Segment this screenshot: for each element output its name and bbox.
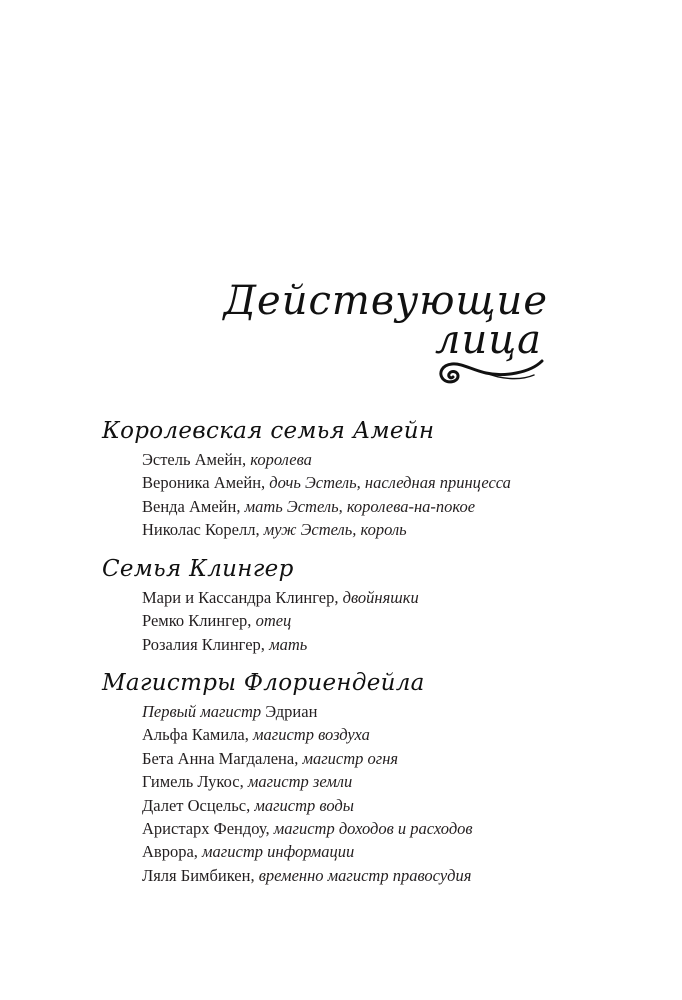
character-name: Эстель Амейн, bbox=[142, 450, 251, 469]
character-name: Эдриан bbox=[261, 702, 318, 721]
character-role: муж Эстель, король bbox=[263, 520, 407, 540]
character-name: Аврора, bbox=[142, 842, 203, 862]
page-title bbox=[223, 278, 548, 363]
list-item bbox=[142, 448, 582, 471]
character-role: королева bbox=[250, 450, 312, 469]
character-role: отец bbox=[255, 611, 292, 631]
list-item bbox=[142, 495, 582, 518]
section-heading: Магистры Флориендейла bbox=[102, 670, 425, 696]
character-name: Аристарх Фендоу, bbox=[142, 819, 274, 839]
character-role: магистр огня bbox=[302, 748, 399, 768]
list-item bbox=[142, 471, 582, 494]
list-item bbox=[142, 723, 582, 746]
character-role: мать Эстель, королева-на-покое bbox=[244, 496, 476, 516]
list-item bbox=[142, 518, 582, 541]
character-role: магистр земли bbox=[247, 772, 353, 792]
section-heading: Семья Клингер bbox=[102, 556, 294, 582]
list-item bbox=[142, 770, 582, 793]
list-item bbox=[142, 586, 582, 609]
character-name: Далет Осцельс, bbox=[142, 795, 255, 815]
character-name: Розалия Клингер, bbox=[142, 634, 270, 654]
title-line-2: лица bbox=[435, 317, 542, 363]
character-name: Мари и Кассандра Клингер, bbox=[142, 588, 343, 607]
list-item bbox=[142, 700, 582, 723]
character-role: мать bbox=[269, 634, 308, 654]
section-magisters bbox=[102, 668, 582, 887]
character-role: дочь Эстель, наследная принцесса bbox=[269, 473, 511, 493]
character-name: Ляля Бимбикен, bbox=[142, 865, 259, 885]
character-name: Венда Амейн, bbox=[142, 496, 245, 516]
character-name: Гимель Лукос, bbox=[142, 772, 248, 792]
character-role: двойняшки bbox=[342, 588, 419, 607]
title-line-1: Действующие bbox=[223, 278, 548, 324]
list-item bbox=[142, 747, 582, 770]
character-name: Вероника Амейн, bbox=[142, 473, 270, 493]
section-heading: Королевская семья Амейн bbox=[102, 418, 435, 444]
list-item bbox=[142, 840, 582, 863]
character-role: Первый магистр bbox=[142, 702, 262, 721]
character-name: Бета Анна Магдалена, bbox=[142, 748, 303, 768]
character-name: Альфа Камила, bbox=[142, 725, 254, 745]
character-role: магистр воздуха bbox=[253, 725, 370, 745]
character-role: временно магистр правосудия bbox=[258, 865, 472, 885]
character-role: магистр воды bbox=[254, 795, 354, 815]
section-royal-family bbox=[102, 416, 582, 542]
character-role: магистр информации bbox=[202, 842, 355, 862]
character-role: магистр доходов и расходов bbox=[273, 819, 473, 839]
list-item bbox=[142, 817, 582, 840]
character-name: Ремко Клингер, bbox=[142, 611, 256, 631]
list-item bbox=[142, 633, 582, 656]
list-item bbox=[142, 794, 582, 817]
list-item bbox=[142, 609, 582, 632]
character-name: Николас Корелл, bbox=[142, 520, 264, 540]
list-item bbox=[142, 864, 582, 887]
flourish-ornament-icon bbox=[434, 355, 546, 387]
section-klinger-family bbox=[102, 554, 582, 656]
